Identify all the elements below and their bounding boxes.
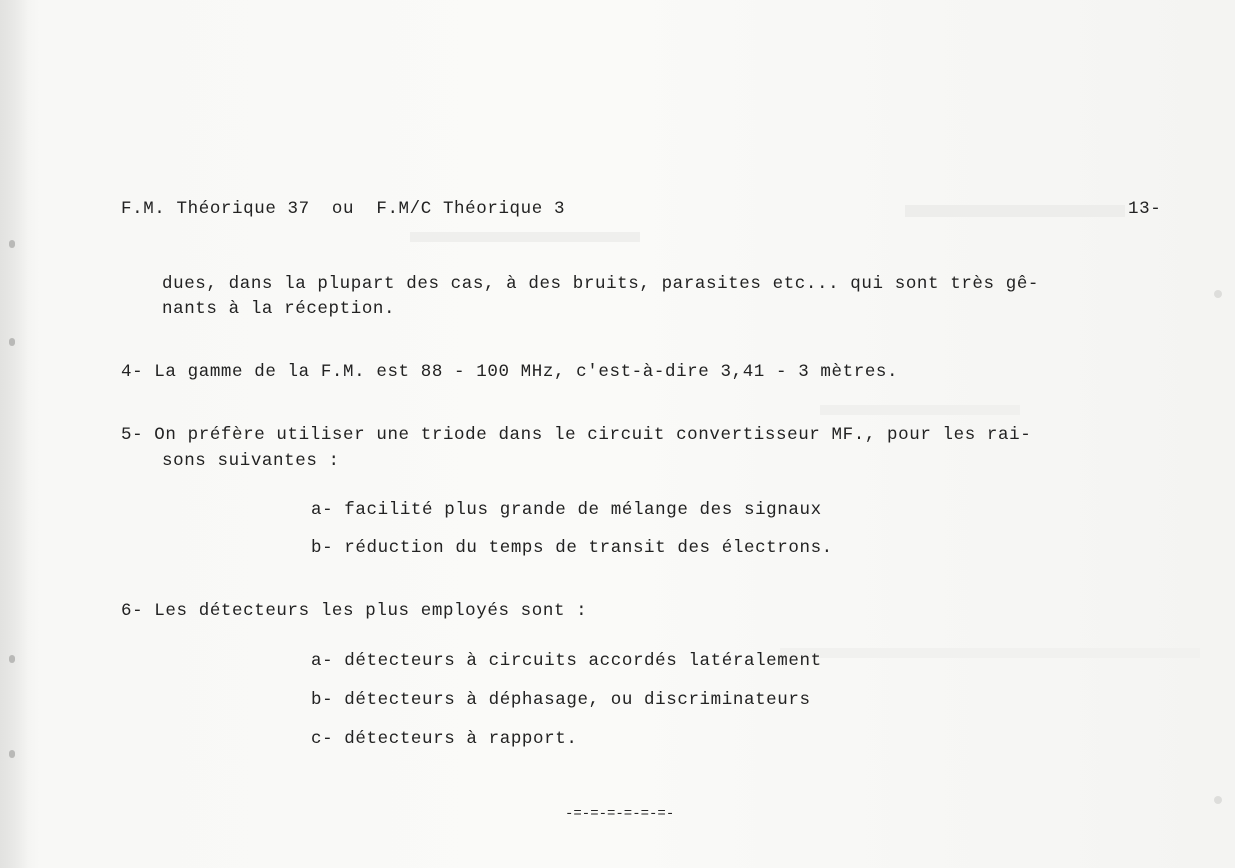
paragraph-line: dues, dans la plupart des cas, à des bruits, parasites etc... qui sont très gê-	[162, 274, 1040, 294]
sub-item-6b: b- détecteurs à déphasage, ou discriminateurs	[311, 690, 811, 710]
page-number: 13-	[1128, 199, 1162, 219]
paper-speck	[1214, 290, 1222, 298]
numbered-item-4: 4- La gamme de la F.M. est 88 - 100 MHz, c'est-à-dire 3,41 - 3 mètres.	[121, 362, 899, 382]
sub-item-5a: a- facilité plus grande de mélange des signaux	[311, 500, 822, 520]
document-header-title: F.M. Théorique 37 ou F.M/C Théorique 3	[121, 199, 566, 219]
binding-mark	[9, 240, 15, 248]
numbered-item-5: 5- On préfère utiliser une triode dans le circuit convertisseur MF., pour les rai-	[121, 425, 1032, 445]
numbered-item-5-continued: sons suivantes :	[162, 451, 340, 471]
bleed-through-mark	[780, 648, 1200, 658]
numbered-item-6: 6- Les détecteurs les plus employés sont :	[121, 601, 588, 621]
sub-item-6a: a- détecteurs à circuits accordés latéralement	[311, 651, 822, 671]
paragraph-line: nants à la réception.	[162, 299, 396, 319]
page-edge-shadow	[0, 0, 28, 868]
binding-mark	[9, 655, 15, 663]
sub-item-5b: b- réduction du temps de transit des électrons.	[311, 538, 833, 558]
paper-speck	[1214, 796, 1222, 804]
bleed-through-mark	[905, 205, 1125, 217]
bleed-through-mark	[410, 232, 640, 242]
binding-mark	[9, 338, 15, 346]
binding-mark	[9, 750, 15, 758]
sub-item-6c: c- détecteurs à rapport.	[311, 729, 578, 749]
section-end-separator: -=-=-=-=-=-=-	[565, 806, 675, 822]
bleed-through-mark	[820, 405, 1020, 415]
